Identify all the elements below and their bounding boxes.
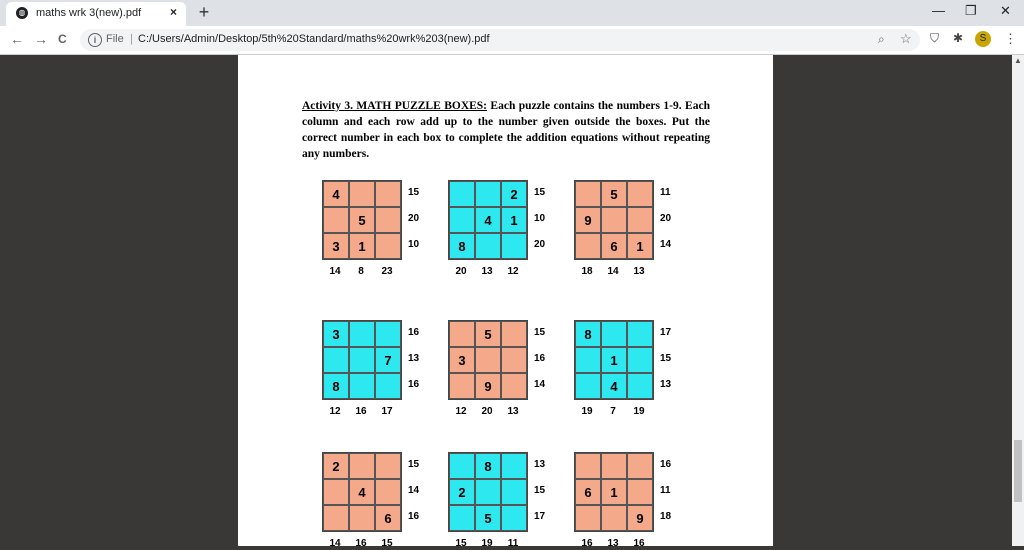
column-sum: 11 <box>507 538 519 549</box>
puzzle-cell: 1 <box>501 207 527 233</box>
row-sum: 16 <box>660 459 672 470</box>
puzzle-cell <box>375 321 401 347</box>
puzzle-cell <box>627 479 653 505</box>
puzzle-cell <box>501 233 527 259</box>
puzzle-cell <box>501 321 527 347</box>
puzzle-cell <box>475 233 501 259</box>
column-sum: 18 <box>581 266 593 277</box>
puzzle-cell <box>375 453 401 479</box>
row-sum: 15 <box>408 187 420 198</box>
puzzle-cell <box>627 347 653 373</box>
tab-active[interactable] <box>6 2 186 26</box>
puzzle-cell <box>349 321 375 347</box>
row-sum: 13 <box>660 379 672 390</box>
puzzle-cell <box>449 181 475 207</box>
puzzle-cell <box>449 505 475 531</box>
restore-button[interactable]: ❐ <box>965 3 977 18</box>
column-sum: 19 <box>481 538 493 549</box>
column-sum: 20 <box>481 406 493 417</box>
column-sum: 16 <box>581 538 593 549</box>
puzzle-cell <box>601 505 627 531</box>
puzzle-cell: 5 <box>601 181 627 207</box>
puzzle-cell: 9 <box>575 207 601 233</box>
row-sum: 10 <box>534 213 546 224</box>
puzzle-cell <box>501 453 527 479</box>
puzzle-grid <box>322 452 402 532</box>
puzzle-cell <box>575 373 601 399</box>
puzzle-cell <box>449 373 475 399</box>
column-sum: 14 <box>607 266 619 277</box>
row-sum: 15 <box>660 353 672 364</box>
minimize-button[interactable]: — <box>932 3 945 18</box>
puzzle-cell: 8 <box>575 321 601 347</box>
puzzle-cell <box>501 505 527 531</box>
puzzle-grid <box>574 320 654 400</box>
row-sum: 15 <box>534 327 546 338</box>
info-icon[interactable]: i <box>88 33 102 47</box>
puzzle-cell <box>323 207 349 233</box>
scrollbar-thumb[interactable] <box>1014 440 1022 502</box>
puzzle-cell: 9 <box>627 505 653 531</box>
column-sum: 17 <box>381 406 393 417</box>
puzzle-cell <box>601 207 627 233</box>
puzzle-cell <box>627 181 653 207</box>
puzzle-cell <box>627 321 653 347</box>
shield-extension-icon[interactable]: ⛉ <box>930 31 940 45</box>
puzzle-cell: 5 <box>475 505 501 531</box>
puzzle-cell: 1 <box>601 347 627 373</box>
puzzle-cell <box>575 453 601 479</box>
url-text[interactable]: C:/Users/Admin/Desktop/5th%20Standard/maths%20wrk%203(new).pdf <box>138 33 490 45</box>
puzzle-cell <box>375 233 401 259</box>
row-sum: 17 <box>534 511 546 522</box>
puzzle-cell: 2 <box>501 181 527 207</box>
column-sum: 20 <box>455 266 467 277</box>
activity-text: Each puzzle contains the numbers 1-9. Each column and each row add up to the number given outside the boxes. Put the correct number in each box to complete the addition equations without repeating any numbers. <box>302 100 710 160</box>
column-sum: 15 <box>381 538 393 549</box>
row-sum: 11 <box>660 485 671 496</box>
puzzle-cell <box>501 373 527 399</box>
puzzle-cell <box>323 479 349 505</box>
puzzle-cell <box>449 207 475 233</box>
row-sum: 10 <box>408 239 420 250</box>
column-sum: 13 <box>607 538 619 549</box>
row-sum: 15 <box>534 187 546 198</box>
puzzle-cell: 4 <box>601 373 627 399</box>
puzzle-cell <box>575 347 601 373</box>
column-sum: 16 <box>355 538 367 549</box>
puzzle-cell <box>449 453 475 479</box>
puzzle-cell: 9 <box>475 373 501 399</box>
puzzle-cell <box>627 373 653 399</box>
puzzle-grid <box>322 180 402 260</box>
puzzle-cell: 4 <box>475 207 501 233</box>
column-sum: 7 <box>610 406 616 417</box>
puzzle-cell <box>475 347 501 373</box>
puzzle-cell <box>349 181 375 207</box>
column-sum: 16 <box>355 406 367 417</box>
browser-toolbar <box>0 26 1024 55</box>
puzzle-cell: 1 <box>349 233 375 259</box>
puzzle-cell <box>501 347 527 373</box>
new-tab-button[interactable]: + <box>198 2 210 22</box>
back-button[interactable]: ← <box>10 31 24 47</box>
puzzle-cell: 6 <box>601 233 627 259</box>
row-sum: 17 <box>660 327 672 338</box>
puzzle-cell: 5 <box>349 207 375 233</box>
puzzle-cell: 5 <box>475 321 501 347</box>
puzzle-cell <box>627 453 653 479</box>
address-bar[interactable] <box>80 29 920 51</box>
puzzle-grid <box>322 320 402 400</box>
puzzle-grid <box>448 452 528 532</box>
row-sum: 20 <box>660 213 672 224</box>
column-sum: 14 <box>329 266 341 277</box>
puzzle-cell <box>375 207 401 233</box>
column-sum: 13 <box>481 266 493 277</box>
puzzle-cell <box>349 347 375 373</box>
puzzle-cell <box>323 505 349 531</box>
row-sum: 16 <box>534 353 546 364</box>
row-sum: 13 <box>534 459 546 470</box>
puzzle-cell <box>475 479 501 505</box>
puzzle-grid <box>448 180 528 260</box>
close-window-button[interactable]: ✕ <box>1000 3 1011 18</box>
omnibox-separator: | <box>130 33 133 45</box>
puzzle-cell: 2 <box>449 479 475 505</box>
puzzle-cell <box>375 181 401 207</box>
bookmark-star-icon[interactable]: ☆ <box>900 31 912 46</box>
puzzle-cell: 8 <box>449 233 475 259</box>
globe-icon: ◍ <box>16 7 28 19</box>
row-sum: 16 <box>408 327 420 338</box>
row-sum: 15 <box>534 485 546 496</box>
row-sum: 14 <box>660 239 672 250</box>
row-sum: 18 <box>660 511 672 522</box>
puzzle-cell <box>375 373 401 399</box>
puzzle-cell <box>349 505 375 531</box>
reload-button[interactable]: C <box>58 32 67 46</box>
puzzle-grid <box>574 452 654 532</box>
scroll-up-arrow-icon[interactable]: ▲ <box>1014 56 1022 65</box>
puzzle-cell <box>349 453 375 479</box>
puzzle-cell: 3 <box>449 347 475 373</box>
column-sum: 8 <box>358 266 364 277</box>
activity-title: Activity 3. MATH PUZZLE BOXES: <box>302 100 488 112</box>
puzzle-cell: 6 <box>575 479 601 505</box>
puzzle-grid <box>574 180 654 260</box>
row-sum: 20 <box>534 239 546 250</box>
row-sum: 16 <box>408 511 420 522</box>
puzzle-cell: 3 <box>323 233 349 259</box>
puzzle-cell <box>501 479 527 505</box>
tab-title: maths wrk 3(new).pdf <box>36 7 142 19</box>
column-sum: 19 <box>581 406 593 417</box>
puzzle-cell: 8 <box>323 373 349 399</box>
puzzle-cell <box>475 181 501 207</box>
puzzle-cell: 4 <box>323 181 349 207</box>
tab-strip <box>0 0 1024 26</box>
column-sum: 13 <box>507 406 519 417</box>
puzzle-cell <box>601 321 627 347</box>
puzzle-cell: 7 <box>375 347 401 373</box>
puzzle-cell: 1 <box>627 233 653 259</box>
row-sum: 13 <box>408 353 420 364</box>
puzzle-cell: 2 <box>323 453 349 479</box>
activity-instructions <box>302 98 710 162</box>
column-sum: 19 <box>633 406 645 417</box>
zoom-icon[interactable]: ⌕ <box>878 32 885 46</box>
profile-avatar[interactable]: S <box>975 31 991 47</box>
puzzle-cell <box>575 181 601 207</box>
row-sum: 16 <box>408 379 420 390</box>
puzzle-figure <box>302 170 682 550</box>
puzzle-grid <box>448 320 528 400</box>
puzzle-cell: 6 <box>375 505 401 531</box>
puzzle-cell <box>375 479 401 505</box>
row-sum: 15 <box>408 459 420 470</box>
puzzle-extension-icon[interactable]: ✱ <box>953 31 964 45</box>
column-sum: 13 <box>633 266 645 277</box>
row-sum: 11 <box>660 187 671 198</box>
column-sum: 12 <box>455 406 467 417</box>
column-sum: 23 <box>381 266 393 277</box>
row-sum: 14 <box>534 379 546 390</box>
column-sum: 14 <box>329 538 341 549</box>
puzzle-cell: 8 <box>475 453 501 479</box>
row-sum: 20 <box>408 213 420 224</box>
puzzle-cell <box>627 207 653 233</box>
puzzle-cell <box>349 373 375 399</box>
pdf-page <box>238 55 773 549</box>
puzzle-cell <box>575 505 601 531</box>
column-sum: 16 <box>633 538 645 549</box>
row-sum: 14 <box>408 485 420 496</box>
forward-button[interactable]: → <box>34 31 48 47</box>
puzzle-cell: 4 <box>349 479 375 505</box>
puzzle-cell: 1 <box>601 479 627 505</box>
puzzle-cell <box>449 321 475 347</box>
puzzle-cell <box>601 453 627 479</box>
menu-icon[interactable]: ⋮ <box>1004 31 1017 46</box>
puzzle-cell: 3 <box>323 321 349 347</box>
puzzle-cell <box>323 347 349 373</box>
column-sum: 12 <box>507 266 519 277</box>
column-sum: 12 <box>329 406 341 417</box>
puzzle-cell <box>575 233 601 259</box>
column-sum: 15 <box>455 538 467 549</box>
tab-close-icon[interactable]: × <box>170 5 178 19</box>
file-label: File <box>106 33 124 45</box>
